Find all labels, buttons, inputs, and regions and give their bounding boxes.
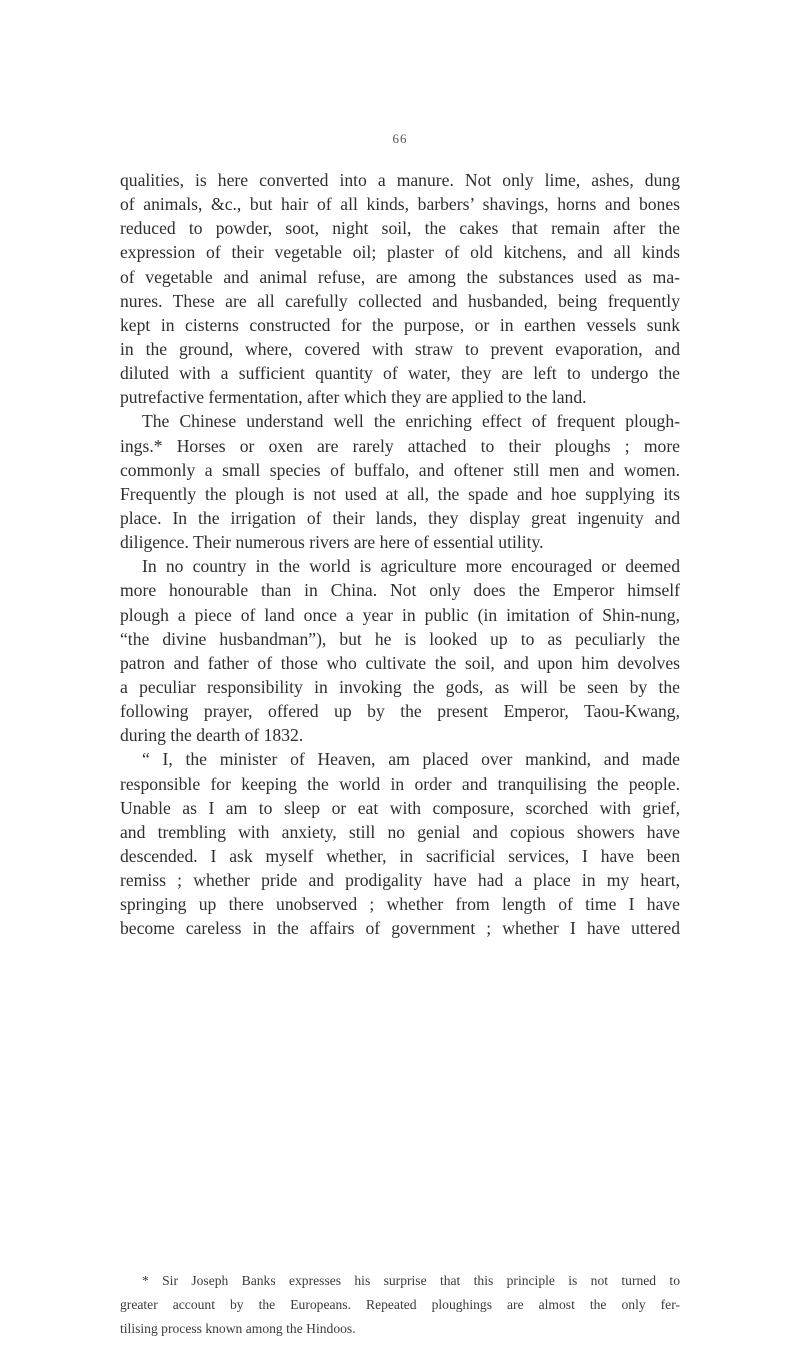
text-line: remiss ; whether pride and prodigality have had a place in my heart, [120, 870, 680, 891]
text-line: Unable as I am to sleep or eat with composure, scorched with grief, [120, 797, 680, 818]
text-line: nures. These are all carefully collected and husbanded, being frequently [120, 290, 680, 311]
text-line: “the divine husbandman”), but he is looked up to as peculiarly the [120, 628, 680, 649]
text-line: become careless in the affairs of government ; whether I have uttered [120, 918, 680, 939]
text-line: and trembling with anxiety, still no genial and copious showers have [120, 821, 680, 842]
text-line: springing up there unobserved ; whether from length of time I have [120, 894, 680, 915]
text-line: diluted with a sufficient quantity of water, they are left to undergo the [120, 363, 680, 384]
text-line: diligence. Their numerous rivers are here of essential utility. [120, 532, 544, 553]
text-line: reduced to powder, soot, night soil, the cakes that remain after the [120, 218, 680, 239]
footnote-line: tilising process known among the Hindoos. [120, 1321, 356, 1336]
text-line: “ I, the minister of Heaven, am placed over mankind, and made [142, 749, 680, 770]
text-line: following prayer, offered up by the present Emperor, Taou-Kwang, [120, 701, 680, 722]
text-line: in the ground, where, covered with straw to prevent evaporation, and [120, 338, 680, 359]
footnote-line: greater account by the Europeans. Repeated ploughings are almost the only fer- [120, 1297, 680, 1312]
footnote-line: * Sir Joseph Banks expresses his surprise that this principle is not turned to [142, 1273, 680, 1288]
page-number: 66 [392, 131, 408, 146]
text-line: of vegetable and animal refuse, are among the substances used as ma- [120, 266, 680, 287]
text-line: responsible for keeping the world in order and tranquilising the people. [120, 773, 680, 794]
text-line: The Chinese understand well the enriching effect of frequent plough- [142, 411, 680, 432]
text-line: ings.* Horses or oxen are rarely attached to their ploughs ; more [120, 435, 680, 456]
text-line: place. In the irrigation of their lands, they display great ingenuity and [120, 507, 680, 528]
text-line: Frequently the plough is not used at all, the spade and hoe supplying its [120, 483, 680, 504]
text-line: putrefactive fermentation, after which they are applied to the land. [120, 387, 587, 408]
text-line: during the dearth of 1832. [120, 725, 304, 746]
text-line: plough a piece of land once a year in public (in imitation of Shin-nung, [120, 604, 680, 625]
text-line: expression of their vegetable oil; plaster of old kitchens, and all kinds [120, 242, 680, 263]
text-line: descended. I ask myself whether, in sacrificial services, I have been [120, 845, 680, 866]
text-line: commonly a small species of buffalo, and oftener still men and women. [120, 459, 680, 480]
text-line: of animals, &c., but hair of all kinds, barbers’ shavings, horns and bones [120, 194, 680, 215]
body-text [120, 168, 680, 941]
text-line: a peculiar responsibility in invoking the gods, as will be seen by the [120, 676, 680, 697]
text-line: patron and father of those who cultivate the soil, and upon him devolves [120, 652, 680, 673]
text-line: kept in cisterns constructed for the purpose, or in earthen vessels sunk [120, 314, 680, 335]
text-line: In no country in the world is agriculture more encouraged or deemed [142, 556, 680, 577]
footnote [120, 1269, 680, 1341]
text-line: more honourable than in China. Not only does the Emperor himself [120, 580, 680, 601]
text-line: qualities, is here converted into a manure. Not only lime, ashes, dung [120, 170, 680, 190]
